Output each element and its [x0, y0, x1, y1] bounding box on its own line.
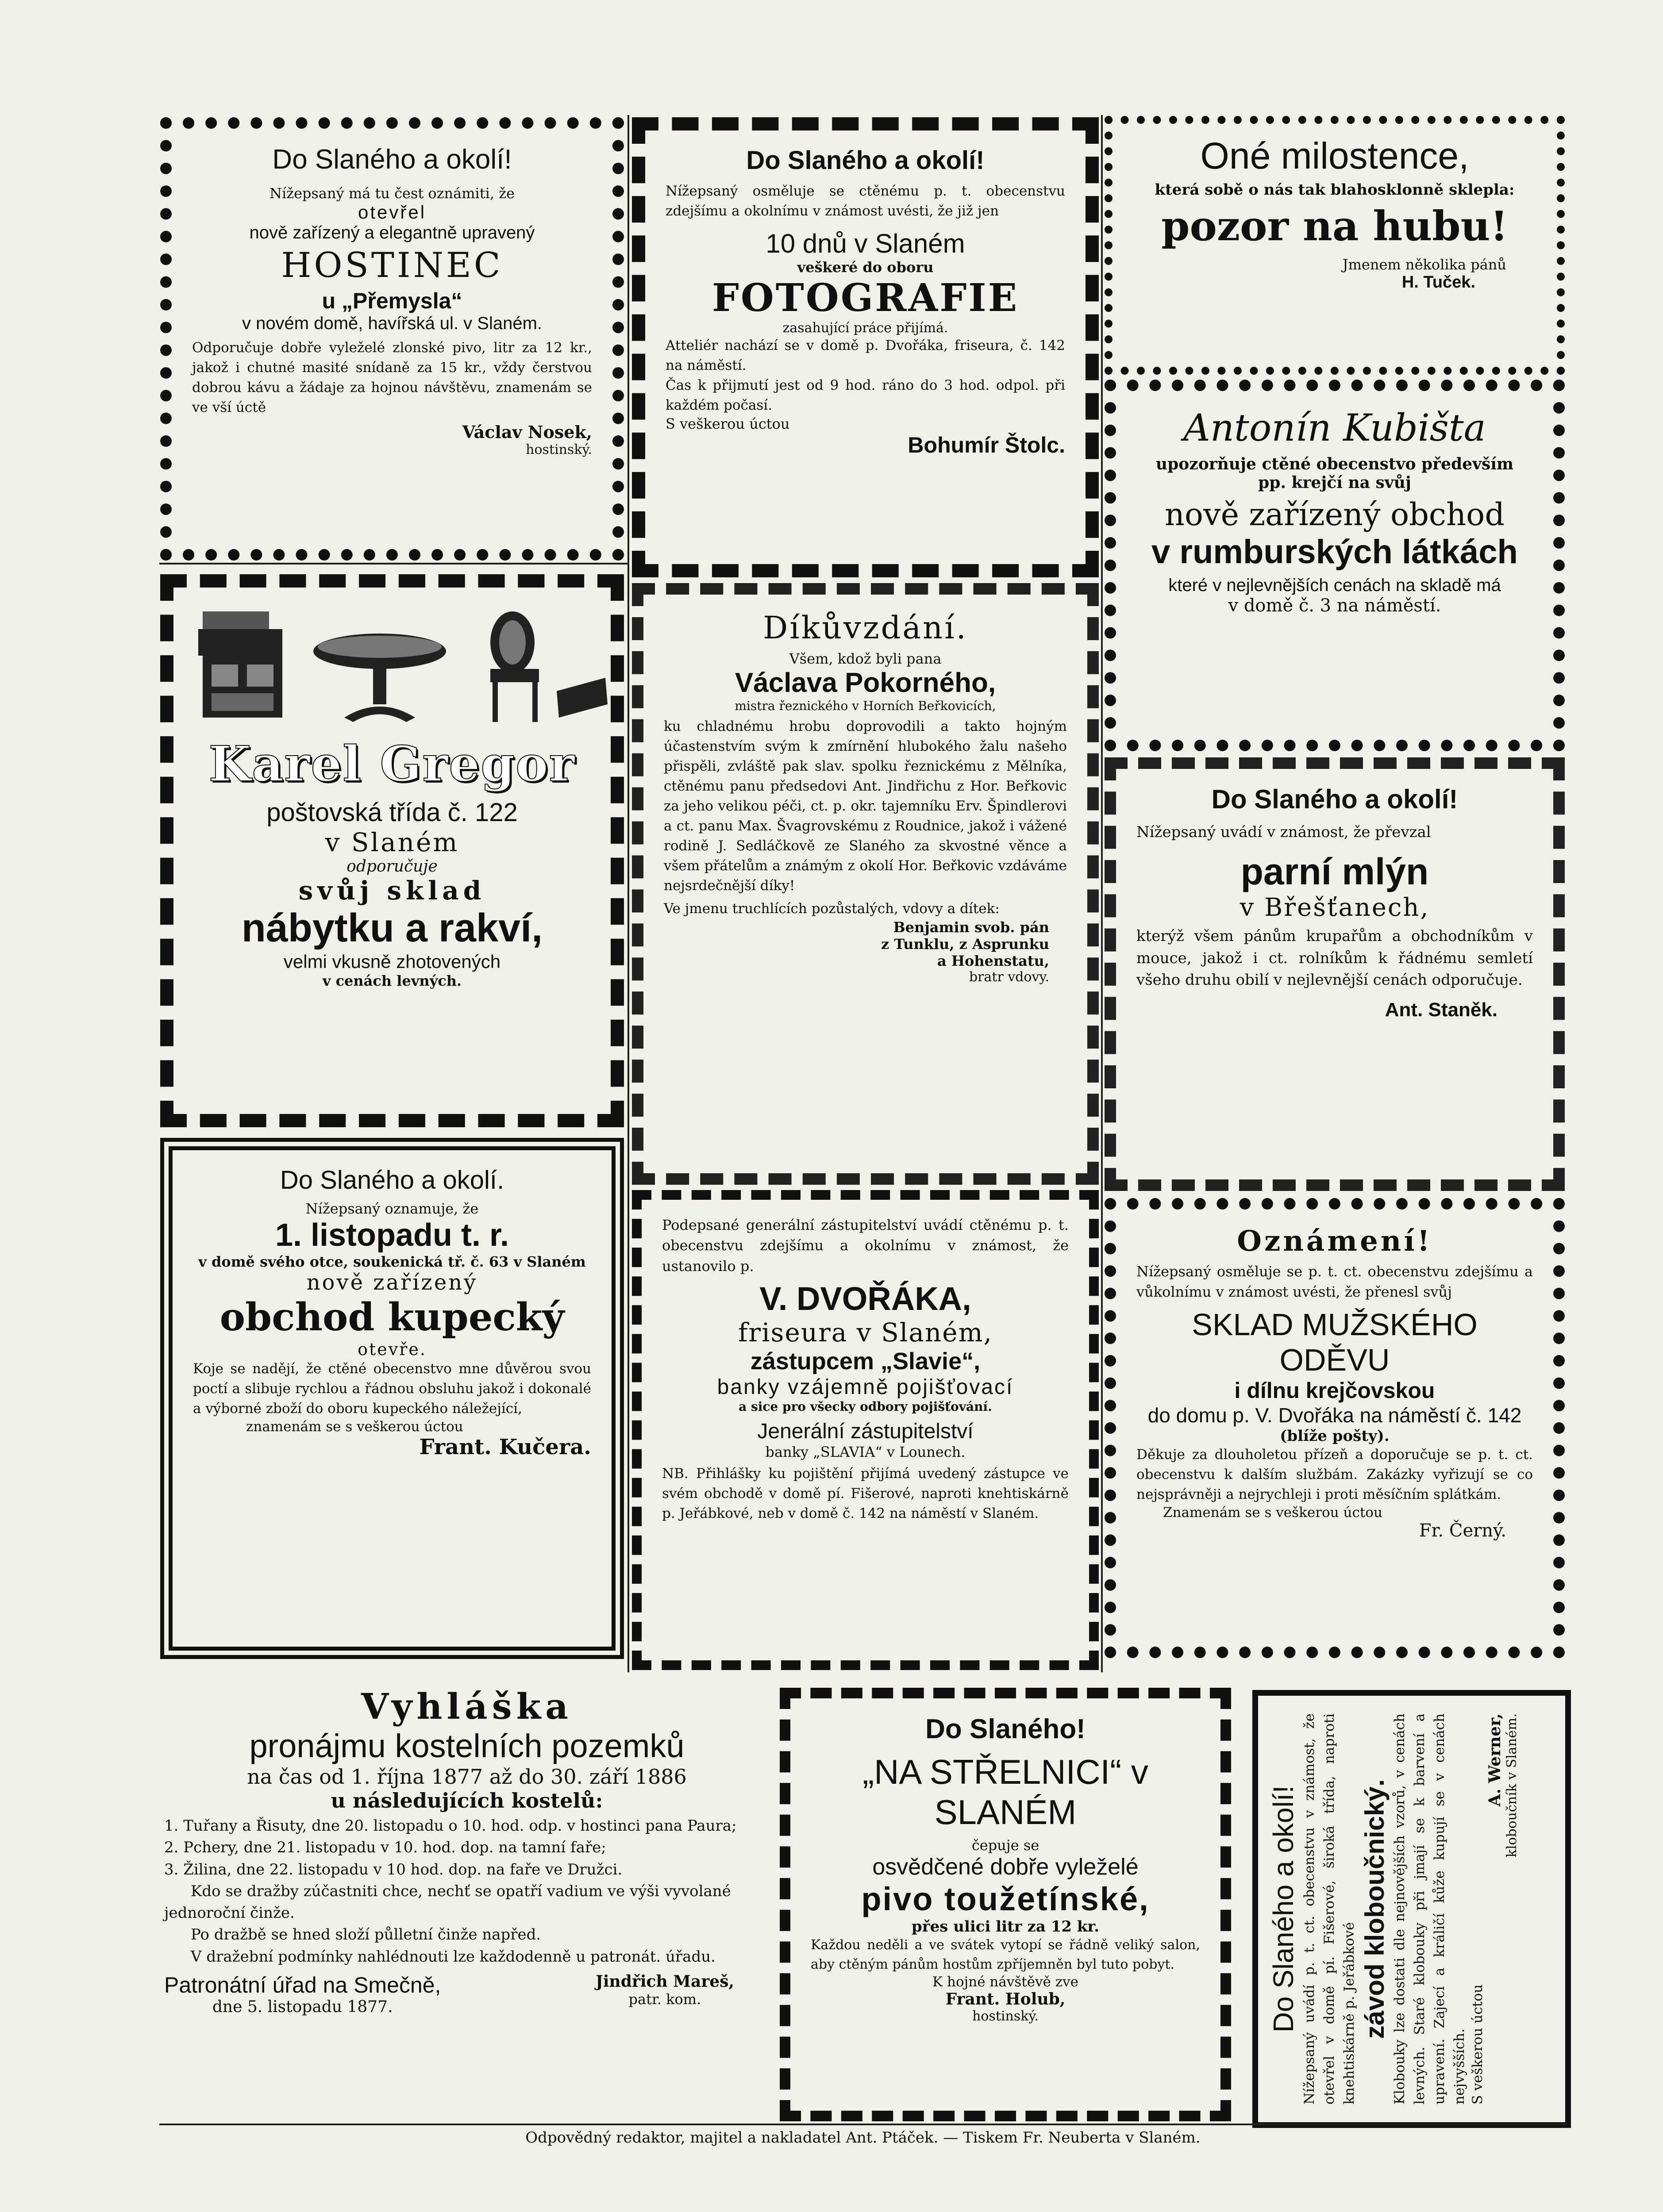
ad-klobouk-signature: A. Werner,: [1485, 1713, 1504, 1807]
ad-dekovani-role: mistra řeznického v Horních Beřkovicích,: [735, 699, 996, 713]
ad-vyhlaska-body1: Kdo se dražby zúčastniti chce, nechť se opatří vadium ve výši vyvolané jednoroční činže.: [164, 1882, 731, 1922]
chair-icon: [490, 611, 539, 722]
row-rule-top: [159, 563, 628, 565]
ad-strelnice-signature: Frant. Holub,: [945, 1990, 1066, 2008]
ad-klobouk-closing: S veškerou úctou: [1469, 1984, 1486, 2104]
ad-milostence-title: Oné milostence,: [1200, 135, 1469, 177]
ad-fotografie-name: FOTOGRAFIE: [712, 275, 1019, 320]
ad-dvorak-agent: zástupcem „Slavie“,: [750, 1348, 981, 1375]
ad-strelnice-venue: „NA STŘELNICI“ v SLANÉM: [862, 1752, 1148, 1832]
ad-dvorak: [632, 1190, 1099, 1670]
ad-mlyn-title: Do Slaného a okolí!: [1211, 784, 1458, 814]
ad-dekovani-intro: Všem, kdož byli pana: [789, 650, 942, 667]
ad-gregor-address2: v Slaném: [325, 827, 459, 857]
ad-fotografie-days: 10 dnů v Slaném: [766, 228, 965, 258]
ad-dvorak-role: friseura v Slaném,: [738, 1317, 993, 1348]
ad-odev-closing: Znamenám se s veškerou úctou: [1163, 1504, 1382, 1521]
ad-gregor-sklad: svůj sklad: [298, 876, 486, 906]
ad-odev-signature: Fr. Černý.: [1419, 1520, 1506, 1541]
ad-dekovani-sig4: bratr vdovy.: [969, 969, 1049, 985]
ad-kubista-name: Antonín Kubišta: [1183, 406, 1486, 449]
ad-vyhlaska-body3: V dražební podmínky nahlédnouti lze každodenně u patronát. úřadu.: [191, 1947, 716, 1966]
ad-odev-title: Oznámení!: [1237, 1225, 1432, 1258]
ad-hostinec-opened: otevřel: [358, 202, 427, 223]
ad-klobouk: [1252, 1690, 1571, 2128]
ad-klobouk-text1: Nížepsaný uvádí p. t. ct. obecenstvu v známost, že otevřel v domě pí. Fišerové, široká třída, naproti knehtiskárně p. Jeřábkové: [1301, 1713, 1357, 2104]
ad-klobouk-signature-role: kloboučník v Slaném.: [1504, 1713, 1520, 1858]
ad-vyhlaska-item-1: 1. Tuřany a Řisuty, dne 20. listopadu o 10. hod. odp. v hostinci pana Paura;: [164, 1817, 737, 1835]
ad-dekovani-closing: Ve jmenu truchlících pozůstalých, vdovy a dítek:: [664, 901, 1000, 917]
ad-vyhlaska-date: dne 5. listopadu 1877.: [212, 1998, 393, 2016]
ad-mlyn-place: v Břešťanech,: [1240, 893, 1430, 922]
ad-hostinec-body: Odporučuje dobře vyleželé zlonské pivo, litr za 12 kr., jakož i chutné masité snídaně za 15 kr., vždy čerstvou dobrou kávu a žádaje za hojnou návštěvu, znamenám se ve vší úctě: [192, 340, 592, 415]
ad-fotografie-closing: S veškerou úctou: [666, 415, 790, 432]
ad-fotografie-body3: Čas k přijmutí jest od 9 hod. ráno do 3 hod. odpol. při každém počasí.: [666, 377, 1065, 413]
ad-odev: [1105, 1198, 1565, 1658]
ad-mlyn-intro: Nížepsaný uvádí v známost, že převzal: [1136, 823, 1431, 841]
ad-fotografie-body1: zasahující práce přijímá.: [782, 320, 948, 336]
ad-gregor: [160, 574, 624, 1127]
ad-dvorak-name: V. DVOŘÁKA,: [759, 1280, 971, 1317]
ad-dekovani-sig1: Benjamin svob. pán: [893, 919, 1049, 936]
ad-fotografie-signature: Bohumír Štolc.: [908, 432, 1065, 457]
ad-gregor-line2: v cenách levných.: [322, 972, 462, 989]
ad-dvorak-intro: Podepsané generální zástupitelství uvádí ctěnému p. t. obecenstvu zdejšímu a okolnímu v známost, že ustanovilo p.: [662, 1217, 1069, 1275]
ad-dvorak-branches: a sice pro všecky odbory pojišťování.: [739, 1399, 992, 1414]
ad-milostence-sub: Jmenem několika pánů: [1342, 256, 1506, 273]
ad-kubista-line3: které v nejlevnějších cenách na skladě má: [1168, 576, 1501, 595]
ad-fotografie-body2: Atteliér nachází se v domě p. Dvořáka, friseura, č. 142 na náměstí.: [666, 337, 1065, 373]
ad-gregor-address1: poštovská třída č. 122: [266, 798, 518, 827]
ad-vyhlaska: [162, 1686, 772, 2119]
ad-mlyn-big: parní mlýn: [1240, 851, 1429, 893]
ad-kupecky-date: 1. listopadu t. r.: [275, 1217, 509, 1253]
ad-dvorak-gen: Jenerální zástupitelství: [757, 1420, 974, 1444]
table-icon: [313, 634, 446, 722]
ad-gregor-line1: velmi vkusně zhotovených: [283, 951, 501, 972]
ad-kupecky-title: Do Slaného a okolí.: [280, 1166, 504, 1194]
ad-strelnice-price: přes ulici litr za 12 kr.: [911, 1918, 1100, 1936]
ad-vyhlaska-item-3: 3. Žilina, dne 22. listopadu v 10 hod. dop. na faře ve Družci.: [164, 1860, 623, 1878]
ad-kubista-line1: upozorňuje ctěné obecenstvo především: [1155, 455, 1514, 473]
ad-mlyn-body: kterýž všem pánům krupařům a obchodníkům v mouce, jakož i ct. rolníkům k řádnému semletí všeho druhu obilí v nejlevnější cenách odporučuje.: [1136, 927, 1533, 989]
ad-milostence-signature: H. Tuček.: [1401, 273, 1475, 292]
ad-dekovani: [632, 583, 1099, 1185]
ad-kupecky-line: nově zařízený: [306, 1270, 478, 1295]
ad-milostence: [1105, 116, 1565, 375]
ad-kubista-big2: v rumburských látkách: [1151, 533, 1518, 571]
ad-odev-body: Děkuje za dlouholetou přízeň a doporučuje se p. t. ct. obecenstvu k dalším službám. Zakázky vyřizují se co nejsprávněji a nejrychleji i proti měsíčním splátkám.: [1136, 1446, 1533, 1502]
page-footer: [159, 2124, 1567, 2150]
ad-odev-note: (blíže pošty).: [1280, 1427, 1390, 1445]
ad-vyhlaska-office: Patronátní úřad na Smečně,: [164, 1973, 441, 1998]
ad-kubista-line2: pp. krejčí na svůj: [1258, 473, 1411, 492]
ad-strelnice-body: Každou neděli a ve svátek vytopí se řádně veliký salon, aby ctěným pánům hostům zpříjemněn byl tuto pobyt.: [811, 1937, 1200, 1972]
ad-fotografie-intro: Nížepsaný osměluje se ctěnému p. t. obecenstvu zdejšímu a okolnímu v známost uvésti, že již jen: [666, 183, 1065, 219]
column-rule-left: [627, 115, 629, 1672]
ad-vyhlaska-item-2: 2. Pchery, dne 21. listopadu v 10. hod. dop. na tamní faře;: [164, 1839, 606, 1857]
ad-strelnice-closing: K hojné návštěvě zve: [932, 1974, 1078, 1990]
ad-dekovani-sig3: a Hohenstatu,: [937, 952, 1049, 970]
ad-dekovani-sig2: z Tunklu, z Asprunku: [881, 936, 1049, 953]
ad-mlyn-signature: Ant. Staněk.: [1385, 999, 1497, 1021]
ad-hostinec-name: HOSTINEC: [281, 246, 503, 285]
ad-gregor-big: nábytku a rakví,: [241, 906, 543, 950]
ad-dekovani-name: Václava Pokorného,: [735, 668, 996, 698]
ad-dvorak-gen2: banky „SLAVIA“ v Lounech.: [765, 1444, 966, 1461]
ad-milostence-big: pozor na hubu!: [1161, 202, 1508, 250]
ad-dekovani-body: ku chladnému hrobu doprovodili a takto hojným účastenstvím svým k zmírnění hlubokého žalu našeho přispěli, zvláště pak slav. spolku řeznickému z Mělníka, ctěnému panu předsedovi Ant. Jindřichu z Hor. Beřkovic za jeho velikou péči, ct. p. okr. tajemníku Erv. Špindlerovi a ct. panu Max. Švagrovskému z Roudnice, jakož i vážené rodině J. Sedláčkově ze Slaného za skvostné věnce a všem přátelům a známým z okolí Hor. Beřkovic vzdáváme nejsrdečnější díky!: [664, 718, 1067, 894]
ad-hostinec-signature: Václav Nosek,: [462, 422, 592, 442]
ad-fotografie-title: Do Slaného a okolí!: [746, 146, 985, 175]
ad-kupecky-signature: Frant. Kučera.: [419, 1434, 591, 1459]
ad-strelnice-big: pivo toužetínské,: [861, 1881, 1150, 1917]
ad-hostinec-line: nově zařízený a elegantně upravený: [249, 223, 535, 242]
ad-klobouk-title: Do Slaného a okolí!: [1267, 1785, 1299, 2033]
column-rule-right: [1101, 115, 1103, 1672]
ad-odev-intro: Nížepsaný osměluje se p. t. ct. obecenstvu zdejšímu a vůkolnímu v známost uvésti, že přenesl svůj: [1136, 1263, 1533, 1301]
ad-dekovani-title: Díkůvzdání.: [763, 610, 968, 646]
ad-milostence-line: která sobě o nás tak blahosklonně sklepla:: [1155, 181, 1515, 199]
ad-vyhlaska-signature: Jindřich Mareš,: [595, 1972, 734, 1991]
ad-hostinec-subtitle: u „Přemysla“: [322, 288, 462, 313]
ad-kupecky-big: obchod kupecký: [219, 1295, 565, 1340]
ad-dvorak-nb: NB. Přihlášky ku pojištění přijímá uvedený zástupce ve svém obchodě v domě pí. Fišerové, naproti knehtiskárně p. Jeřábkové, neb v domě č. 142 na náměstí v Slaném.: [662, 1466, 1069, 1522]
ad-kupecky-intro: Nížepsaný oznamuje, že: [305, 1200, 479, 1217]
ad-gregor-name: Karel Gregor: [208, 735, 576, 792]
ad-hostinec-title: Do Slaného a okolí!: [272, 144, 512, 175]
ad-kupecky-body: Koje se nadějí, že ctěné obecenstvo mne důvěrou svou poctí a slibuje rychlou a řádnou obsluhu jakož i dokonalé a výborné zboží do oboru kupeckého náležející,: [193, 1361, 591, 1417]
sideboard-icon: [198, 611, 282, 718]
ad-kupecky-address: v domě svého otce, soukenická tř. č. 63 v Slaném: [198, 1253, 586, 1270]
ad-mlyn: [1105, 757, 1565, 1191]
ad-odev-big: SKLAD MUŽSKÉHO ODĚVU: [1192, 1307, 1478, 1377]
ad-odev-line: i dílnu krejčovskou: [1234, 1378, 1435, 1403]
ad-vyhlaska-signature-role: patr. kom.: [628, 1991, 701, 2008]
ad-vyhlaska-body2: Po dražbě se hned složí půlletní činže napřed.: [191, 1926, 541, 1944]
ad-strelnice-line: osvědčené dobře vyleželé: [872, 1854, 1139, 1880]
ad-kubista: [1105, 380, 1565, 751]
ad-kubista-line4: v domě č. 3 na náměstí.: [1228, 595, 1441, 616]
ad-hostinec-intro: Nížepsaný má tu čest oznámiti, že: [269, 185, 515, 202]
ad-vyhlaska-title: Vyhláška: [361, 1686, 573, 1727]
ad-kupecky-otevre: otevře.: [358, 1340, 427, 1359]
ad-kupecky: [160, 1138, 624, 1659]
ad-fotografie: [632, 117, 1099, 577]
ad-klobouk-big: závod kloboučnický.: [1359, 1779, 1390, 2039]
ad-strelnice: [780, 1688, 1231, 2121]
ad-vyhlaska-at: u následujících kostelů:: [331, 1789, 603, 1813]
ad-fotografie-sub: veškeré do oboru: [797, 258, 934, 276]
ad-strelnice-cep: čepuje se: [971, 1837, 1039, 1854]
ad-hostinec-address: v novém domě, havířská ul. v Slaném.: [242, 314, 543, 333]
ad-strelnice-signature-role: hostinský.: [972, 2008, 1039, 2024]
ad-dvorak-bank: banky vzájemně pojišťovací: [717, 1375, 1014, 1399]
coffin-icon: [557, 678, 608, 718]
ad-vyhlaska-period: na čas od 1. října 1877 až do 30. září 1886: [247, 1765, 687, 1789]
ad-gregor-recommend: odporučuje: [346, 857, 438, 876]
footer-imprint: Odpovědný redaktor, majitel a nakladatel Ant. Ptáček. — Tiskem Fr. Neuberta v Slaném.: [525, 2129, 1201, 2147]
ad-gregor-illustrations: [194, 603, 590, 735]
ad-hostinec: [160, 117, 624, 561]
ad-odev-address: do domu p. V. Dvořáka na náměstí č. 142: [1147, 1403, 1522, 1427]
ad-vyhlaska-subtitle: pronájmu kostelních pozemků: [249, 1728, 685, 1764]
ad-hostinec-signature-role: hostinský.: [526, 442, 592, 457]
ad-strelnice-title: Do Slaného!: [925, 1714, 1086, 1744]
ad-klobouk-text2: Klobouky lze dostati dle nejnovějších vzorů, v cenách levných. Staré klobouky při jmají se k barvení a upravení. Zajecí a králičí kůže kupují se v cenách nejvyšších.: [1391, 1713, 1467, 2104]
ad-kubista-big1: nově zařízený obchod: [1164, 496, 1505, 533]
ad-kupecky-closing: znamenám se s veškerou úctou: [246, 1418, 463, 1435]
